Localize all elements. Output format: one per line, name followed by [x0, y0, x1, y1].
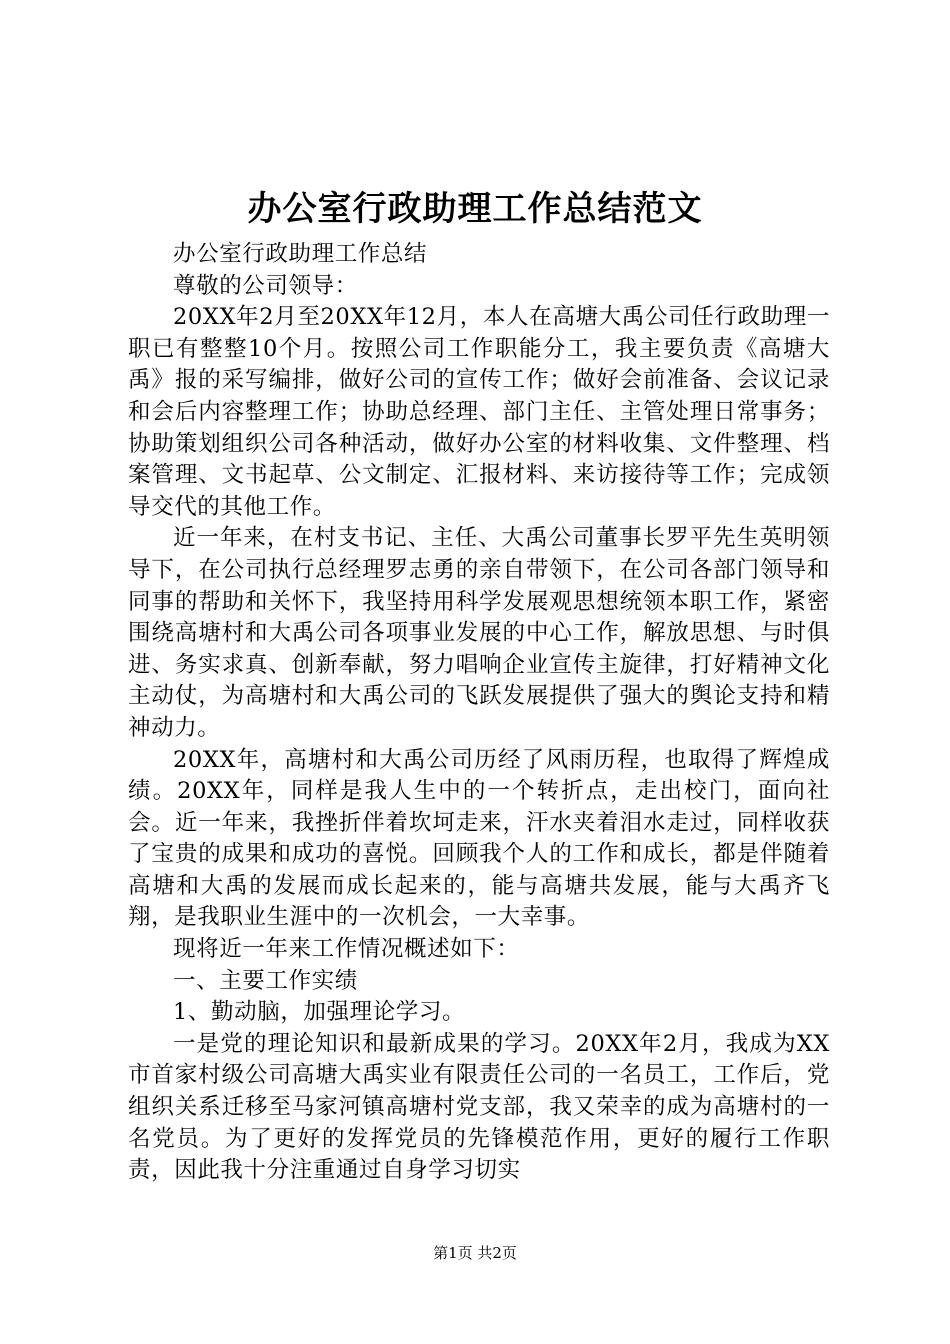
- paragraph-overview-intro: 现将近一年来工作情况概述如下：: [173, 936, 520, 963]
- paragraph-salutation: 尊敬的公司领导：: [173, 272, 358, 299]
- document-title: 办公室行政助理工作总结范文: [247, 189, 703, 229]
- page-number-footer: 第1页 共2页: [433, 1244, 517, 1262]
- document-body: [128, 239, 830, 1187]
- paragraph-leadership: 近一年来，在村支书记、主任、大禹公司董事长罗平先生英明领导下，在公司执行总经理罗志勇的亲自带领下，在公司各部门领导和同事的帮助和关怀下，我坚持用科学发展观思想统领本职工作，紧密围绕高塘村和大禹公司各项事业发展的中心工作，解放思想、与时俱进、务实求真、创新奉献，努力唱响企业宣传主旋律，打好精神文化主动仗，为高塘村和大禹公司的飞跃发展提供了强大的舆论支持和精神动力。: [128, 525, 830, 741]
- paragraph-study: 一是党的理论知识和最新成果的学习。20XX年2月，我成为XX市首家村级公司高塘大禹实业有限责任公司的一名员工，工作后，党组织关系迁移至马家河镇高塘村党支部，我又荣幸的成为高塘村的一名党员。为了更好的发挥党员的先锋模范作用，更好的履行工作职责，因此我十分注重通过自身学习切实: [128, 1030, 830, 1184]
- section-heading: 一、主要工作实绩: [173, 967, 358, 994]
- paragraph-duties: 20XX年2月至20XX年12月，本人在高塘大禹公司任行政助理一职已有整整10个月。按照公司工作职能分工，我主要负责《高塘大禹》报的采写编排，做好公司的宣传工作；做好会前准备、会议记录和会后内容整理工作；协助总经理、部门主任、主管处理日常事务；协助策划组织公司各种活动，做好办公室的材料收集、文件整理、档案管理、文书起草、公文制定、汇报材料、来访接待等工作；完成领导交代的其他工作。: [128, 304, 830, 520]
- paragraph-review: 20XX年，高塘村和大禹公司历经了风雨历程，也取得了辉煌成绩。20XX年，同样是我人生中的一个转折点，走出校门，面向社会。近一年来，我挫折伴着坎坷走来，汗水夹着泪水走过，同样收获了宝贵的成果和成功的喜悦。回顾我个人的工作和成长，都是伴随着高塘和大禹的发展而成长起来的，能与高塘共发展，能与大禹齐飞翔，是我职业生涯中的一次机会，一大幸事。: [128, 746, 830, 931]
- paragraph-subtitle: 办公室行政助理工作总结: [173, 241, 428, 267]
- subsection-heading: 1、勤动脑，加强理论学习。: [173, 999, 466, 1026]
